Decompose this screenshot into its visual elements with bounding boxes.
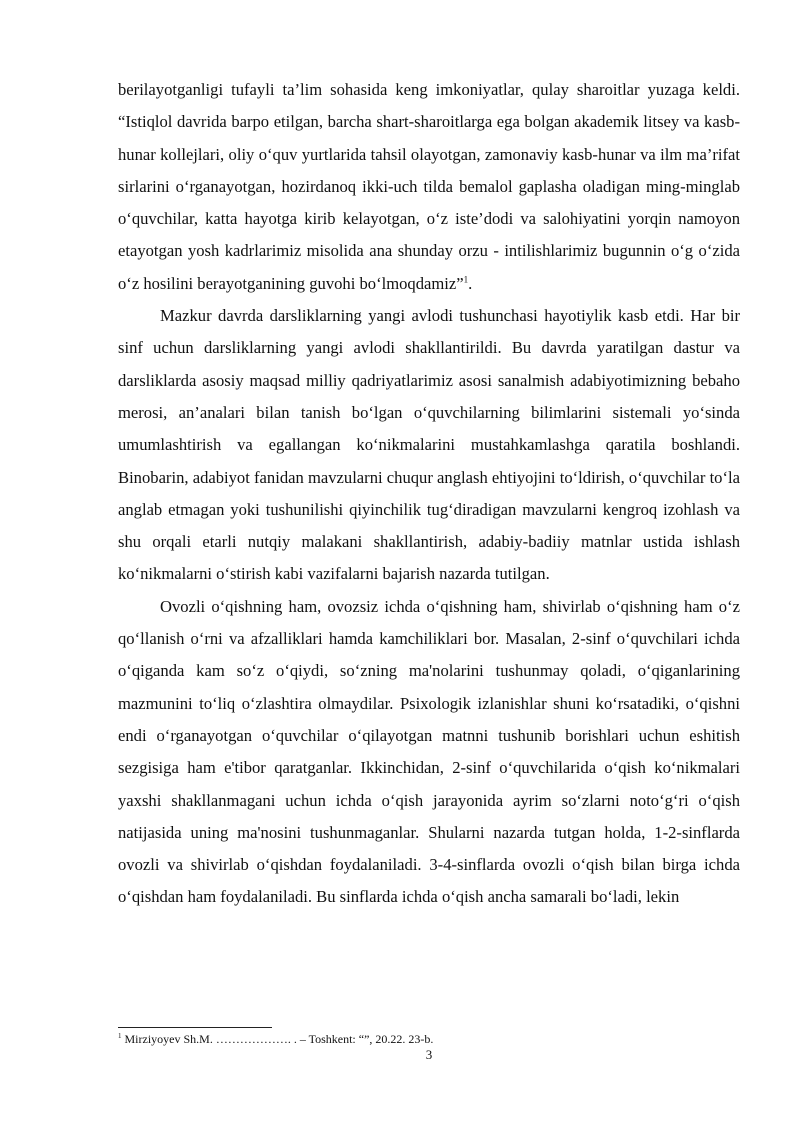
footnote [118, 1031, 740, 1047]
paragraph-3 [118, 591, 740, 914]
paragraph-1-tail: . [468, 273, 473, 293]
paragraph-2-text: Mazkur davrda darsliklarning yangi avlodi tushunchasi hayotiylik kasb etdi. Har bir sinf uchun darsliklarning yangi avlodi shakllantirildi. Bu davrda yaratilgan dastur va darsliklarda asosiy maqsad milliy qadriyatlarimiz asosi sanalmish adabiyotimizning bebaho merosi, an’analari bilan tanish bo‘lgan o‘quvchilarning bilimlarini sistemali yo‘sinda umumlashtirish va egallangan ko‘nikmalarini mustahkamlashga qaratila boshlandi. Binobarin, adabiyot fanidan mavzularni chuqur anglash ehtiyojini to‘ldirish, o‘quvchilar to‘la anglab etmagan yoki tushunilishi qiyinchilik tug‘diradigan mavzularni kengroq izohlash va shu orqali etarli nutqiy malakani shakllantirish, adabiy-badiiy matnlar ustida ishlash ko‘nikmalarni o‘stirish kabi vazifalarni bajarish nazarda tutilgan. [118, 306, 740, 584]
footnote-separator [118, 1027, 272, 1028]
footnote-marker: 1 [118, 1032, 122, 1040]
paragraph-3-text: Ovozli o‘qishning ham, ovozsiz ichda o‘qishning ham, shivirlab o‘qishning ham o‘z qo‘llanish o‘rni va afzalliklari hamda kamchiliklari bor. Masalan, 2-sinf o‘quvchilari ichda o‘qiganda kam so‘z o‘qiydi, so‘zning ma'nolarini tushunmay qoladi, o‘qiganlarining mazmunini to‘liq o‘zlashtira olmaydilar. Psixologik izlanishlar shuni ko‘rsatadiki, o‘qishni endi o‘rganayotgan o‘quvchilar o‘qilayotgan matnni tushunib borishlari uchun eshitish sezgisiga ham e'tibor qaratganlar. Ikkinchidan, 2-sinf o‘quvchilarida o‘qish ko‘nikmalari yaxshi shakllanmagani uchun ichda o‘qish jarayonida ayrim so‘zlarni noto‘g‘ri o‘qish natijasida uning ma'nosini tushunmaganlar. Shularni nazarda tutgan holda, 1-2-sinflarda ovozli va shivirlab o‘qishdan foydalaniladi. 3-4-sinflarda ovozli o‘qish bilan birga ichda o‘qishdan ham foydalaniladi. Bu sinflarda ichda o‘qish ancha samarali bo‘ladi, lekin [118, 596, 740, 907]
footnote-text: Mirziyoyev Sh.M. ………………. . – Toshkent: “”, 20.22. 23-b. [121, 1032, 434, 1046]
footnote-reference: 1 [463, 274, 469, 285]
document-page [118, 74, 740, 914]
page-number: 3 [425, 1047, 433, 1062]
paragraph-2 [118, 300, 740, 591]
paragraph-1-text: berilayotganligi tufayli ta’lim sohasida keng imkoniyatlar, qulay sharoitlar yuzaga keldi. “Istiqlol davrida barpo etilgan, barcha shart-sharoitlarga ega bolgan akademik litsey va kasb-hunar kollejlari, oliy o‘quv yurtlarida tahsil olayotgan, zamonaviy kasb-hunar va ilm ma’rifat sirlarini o‘rganayotgan, hozirdanoq ikki-uch tilda bemalol gaplasha oladigan ming-minglab o‘quvchilar, katta hayotga kirib kelayotgan, o‘z iste’dodi va salohiyatini yorqin namoyon etayotgan yosh kadrlarimiz misolida ana shunday orzu - intilishlarimiz bugunnin o‘g o‘zida o‘z hosilini berayotganining guvohi bo‘lmoqdamiz” [118, 80, 740, 293]
paragraph-1 [118, 74, 740, 300]
